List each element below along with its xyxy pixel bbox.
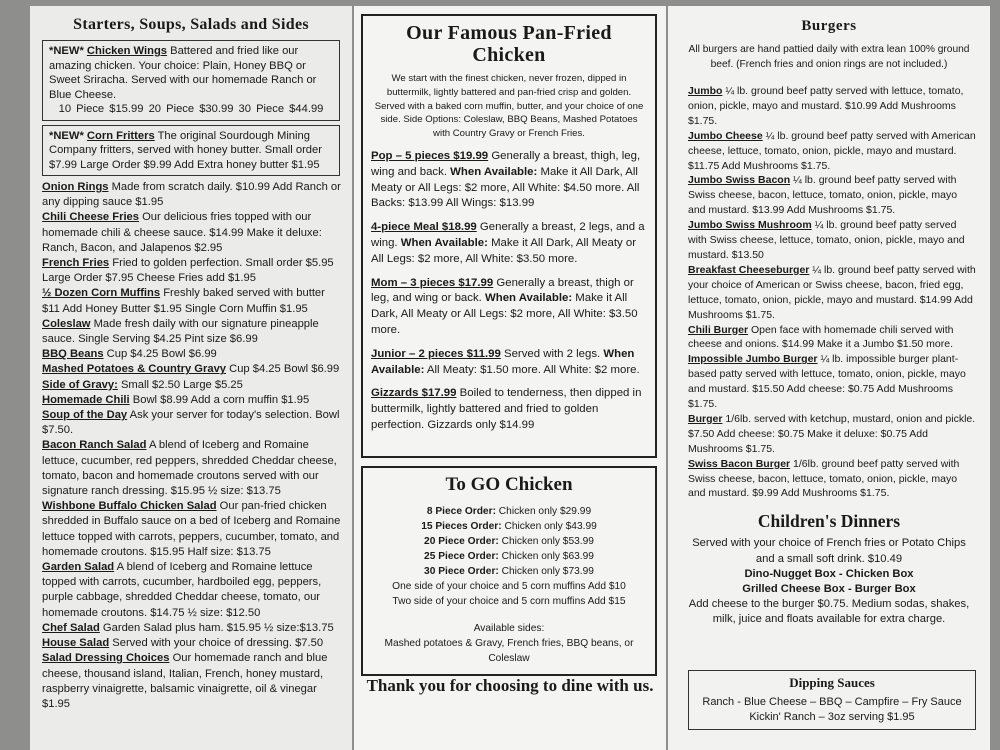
order-text: Chicken only $63.99 (498, 551, 594, 562)
item-desc: Served with 2 legs. (500, 347, 604, 360)
menu-item (688, 412, 976, 457)
item-name: Wishbone Buffalo Chicken Salad (42, 500, 217, 513)
menu-panel-burgers (668, 6, 990, 750)
item-desc: All Meaty: $1.50 more. All White: $2 more. (424, 363, 640, 376)
item-name: Jumbo (688, 85, 723, 97)
item-desc: Make it All Dark, All Meaty or All Legs: $2 more, All White: $3.50 more. (371, 292, 638, 336)
order-text: Chicken only $29.99 (495, 506, 592, 517)
order-label: 25 Piece Order: (424, 551, 499, 562)
section-title-children: Children's Dinners (757, 511, 901, 532)
order-text: Chicken only $73.99 (498, 566, 594, 577)
menu-item (688, 457, 976, 502)
menu-item (42, 347, 342, 362)
item-desc: A blend of Iceberg and Romaine lettuce topped with carrots, cucumber, hardboiled egg, peppers, purple cabbage, shredded Cheddar cheese, tomato, our homemade croutons. $14.75 ½ size: $12.50 (42, 561, 322, 619)
sauce-list: Ranch - Blue Cheese – BBQ – Campfire – Fry Sauce (702, 696, 962, 708)
item-name: Onion Rings (42, 181, 109, 193)
dipping-sauces-box (688, 670, 976, 730)
sauce-price: Kickin' Ranch – 3oz serving $1.95 (749, 711, 915, 723)
item-desc: ¼ lb. impossible burger plant-based patty served with lettuce, tomato, onion, pickle, mayo and mustard. $15.50 Add cheese: $0.75 Add Mushrooms $1.75. (688, 353, 966, 411)
item-desc: ¼ lb. ground beef patty served with Swiss cheese, lettuce, tomato, onion, pickle, mayo and mustard. $13.50 (688, 219, 965, 261)
item-name: House Salad (42, 637, 110, 650)
order-text: Chicken only $43.99 (501, 521, 597, 532)
item-name: Pop – 5 pieces $19.99 (371, 149, 489, 162)
menu-item (42, 499, 342, 560)
starters-list (30, 176, 352, 712)
menu-item (42, 560, 342, 621)
menu-item (688, 352, 976, 412)
item-desc: Bowl $8.99 Add a corn muffin $1.95 (129, 393, 310, 406)
togo-chicken-box (361, 466, 657, 676)
menu-item (42, 317, 342, 347)
item-name: Jumbo Swiss Mushroom (688, 219, 812, 232)
order-text: Chicken only $53.99 (498, 536, 594, 547)
item-name: Gizzards $17.99 (371, 387, 457, 400)
section-title-burgers: Burgers (801, 18, 857, 34)
item-desc: Generally a breast, 2 legs, and a wing. (371, 221, 645, 249)
item-name: Jumbo Swiss Bacon (688, 174, 791, 187)
item-name: Bacon Ranch Salad (42, 439, 147, 452)
item-desc: Made from scratch daily. $10.99 Add Ranch or any dipping sauce $1.95 (42, 181, 341, 209)
menu-item (371, 276, 647, 339)
togo-side-option: Two side of your choice and 5 corn muffins Add $15 (392, 596, 626, 607)
new-badge: *NEW* (49, 45, 84, 57)
menu-item (42, 210, 342, 256)
order-label: 20 Piece Order: (424, 536, 499, 547)
menu-item (42, 651, 342, 712)
item-name: 4-piece Meal $18.99 (371, 221, 477, 234)
kids-extras: Add cheese to the burger $0.75. Medium sodas, shakes, milk, juice and floats available for extra charge. (688, 598, 970, 626)
menu-item (688, 129, 976, 174)
section-title-togo: To GO Chicken (445, 474, 573, 495)
item-name: BBQ Beans (42, 348, 104, 361)
item-name: Homemade Chili (42, 393, 130, 406)
menu-item (42, 393, 342, 408)
chicken-wings-box (42, 40, 340, 121)
item-desc: Our delicious fries topped with our homemade chili & cheese sauce. $14.99 Make it deluxe: Ranch, Bacon, and Jalapenos $2.95 (42, 211, 322, 254)
togo-side-option: One side of your choice and 5 corn muffins Add $10 (392, 581, 626, 592)
chicken-intro: We start with the finest chicken, never frozen, dipped in buttermilk, lightly battered and pan-fried crisp and golden. Served with a baked corn muffin, butter, and your choice of one side. Side Options: Coleslaw, BBQ Beans, Mashed Potatoes with Country Gravy or French Fries. (374, 73, 644, 140)
sides-label: Available sides: (473, 623, 545, 634)
order-label: 8 Piece Order: (426, 506, 496, 517)
menu-item (42, 180, 342, 210)
kids-box-options: Grilled Cheese Box - Burger Box (742, 582, 916, 595)
kids-intro: Served with your choice of French fries or Potato Chips and a small soft drink. $10.49 (692, 537, 966, 565)
section-title-starters: Starters, Soups, Salads and Sides (73, 16, 309, 33)
item-desc: Make it All Dark, All Meaty or All Legs: $2 more, All White: $3.50 more. (371, 236, 637, 265)
menu-item (371, 386, 647, 433)
section-title-dipping: Dipping Sauces (789, 675, 875, 690)
item-name: ½ Dozen Corn Muffins (42, 287, 161, 300)
item-desc: Served with your choice of dressing. $7.50 (109, 637, 324, 650)
item-desc: ¼ lb. ground beef patty served with lettuce, tomato, onion, pickle, mayo and mustard. $10.99 Add Mushrooms $1.75. (688, 85, 964, 127)
menu-item (688, 323, 976, 353)
togo-order-row (371, 564, 647, 579)
item-desc: Freshly baked served with butter $11 Add Honey Butter $1.95 Single Corn Muffin $1.95 (42, 287, 325, 315)
menu-item (42, 621, 342, 636)
order-label: 15 Pieces Order: (421, 521, 502, 532)
item-name: French Fries (42, 257, 110, 270)
item-name: Chicken Wings (86, 45, 168, 57)
order-label: 30 Piece Order: (424, 566, 499, 577)
menu-item (42, 286, 342, 316)
available-sides (371, 621, 647, 666)
item-desc: Make it All Dark, All Meaty or All Legs: $2 more, All White: $4.50 more. All Backs: $13.99 All Wings: $13.99 (371, 165, 640, 210)
kids-box-options: Dino-Nugget Box - Chicken Box (744, 567, 914, 580)
menu-item (371, 149, 647, 212)
menu-item (371, 220, 647, 267)
burgers-list (668, 84, 990, 501)
item-desc: Ask your server for today's selection. Bowl $7.50. (42, 409, 340, 437)
item-name: Garden Salad (42, 561, 115, 574)
childrens-dinners (668, 536, 990, 627)
menu-item (42, 438, 342, 499)
item-name: Junior – 2 pieces $11.99 (371, 347, 501, 360)
menu-item (42, 636, 342, 651)
when-available-label: When Available: (400, 236, 488, 249)
menu-item (42, 408, 342, 438)
item-desc: Small $2.50 Large $5.25 (117, 378, 243, 391)
item-desc: 1/6lb. served with ketchup, mustard, onion and pickle. $7.50 Add cheese: $0.75 Make it deluxe: $0.75 Add Mushrooms $1.75. (688, 412, 976, 455)
item-desc: Our homemade ranch and blue cheese, thousand island, Italian, French, honey mustard, raspberry vinaigrette, balsamic vinaigrette, oil & vinegar $1.95 (42, 652, 328, 710)
item-desc: Fried to golden perfection. Small order $5.95 Large Order $7.95 Cheese Fries add $1.95 (42, 257, 334, 285)
item-desc: Battered and fried like our amazing chicken. Your choice: Plain, Honey BBQ or Sweet Sriracha. Served with our homemade Ranch or Blue Cheese. (49, 45, 317, 101)
item-name: Chili Burger (688, 323, 749, 336)
item-name: Impossible Jumbo Burger (688, 353, 818, 366)
menu-item (688, 263, 976, 323)
when-available-label: When Available: (371, 347, 635, 376)
item-name: Corn Fritters (86, 129, 155, 142)
togo-order-row (371, 519, 647, 534)
wings-prices: 10 Piece $15.99 20 Piece $30.99 30 Piece $44.99 (58, 103, 324, 115)
menu-item (688, 173, 976, 218)
item-name: Jumbo Cheese (688, 129, 763, 142)
item-desc: Garden Salad plus ham. $15.95 ½ size:$13.75 (99, 621, 334, 634)
item-desc: The original Sourdough Mining Company fritters, served with honey butter. Small order $7.99 Large Order $9.99 Add Extra honey butter $1.95 (49, 129, 322, 171)
menu-item (688, 218, 976, 263)
item-name: Side of Gravy: (42, 378, 118, 391)
item-name: Breakfast Cheeseburger (688, 263, 810, 276)
item-desc: Made fresh daily with our signature pineapple sauce. Single Serving $4.25 Pint size $6.99 (42, 317, 319, 346)
togo-order-row (371, 549, 647, 564)
burgers-intro: All burgers are hand pattied daily with extra lean 100% ground beef. (French fries and onion rings are not included.) (688, 44, 970, 70)
sides-list: Mashed potatoes & Gravy, French fries, BBQ beans, or Coleslaw (384, 638, 634, 664)
menu-item (42, 362, 342, 392)
item-name: Chef Salad (42, 621, 100, 634)
item-desc: ¼ lb. ground beef patty served with your choice of American or Swiss cheese, bacon, fried egg, lettuce, tomato, onion, pickle, mayo and mustard. $14.99 Add Mushrooms $1.75. (688, 263, 976, 321)
menu-item (371, 347, 647, 379)
togo-orders (371, 504, 647, 609)
item-desc: Generally a breast, thigh, leg, wing and back. (371, 149, 641, 178)
item-name: Coleslaw (42, 317, 91, 330)
menu-item (688, 84, 976, 129)
item-name: Chili Cheese Fries (42, 211, 139, 224)
item-name: Burger (688, 412, 723, 425)
item-name: Swiss Bacon Burger (688, 457, 791, 470)
when-available-label: When Available: (484, 292, 573, 305)
pan-fried-chicken-box (361, 14, 657, 458)
menu-item (42, 256, 342, 286)
when-available-label: When Available: (450, 165, 538, 178)
menu-panel-chicken (354, 6, 666, 750)
togo-order-row (371, 534, 647, 549)
item-desc: 1/6lb. ground beef patty served with Swiss cheese, bacon, lettuce, tomato, onion, pickle, mayo and mustard. $9.99 Add Mushrooms $1.75. (688, 457, 960, 500)
menu-panel-starters (30, 6, 352, 750)
item-desc: Cup $4.25 Bowl $6.99 (226, 363, 340, 376)
item-desc: Our pan-fried chicken shredded in Buffalo sauce on a bed of Iceberg and Romaine lettuce topped with carrots, peppers, cucumber, tomato, and homemade croutons. $15.95 Half size: $13.75 (42, 500, 341, 558)
item-desc: A blend of Iceberg and Romaine lettuce, cucumber, red peppers, shredded Cheddar cheese, tomato, bacon and homemade croutons served with our signature ranch dressing. $15.95 ½ size: $13.75 (42, 439, 337, 498)
item-desc: ¼ lb. ground beef patty served with Swiss cheese, bacon, lettuce, tomato, onion, pickle, mayo and mustard. $13.99 Add Mushrooms $1.75. (688, 174, 958, 217)
thank-you-message: Thank you for choosing to dine with us. (366, 676, 654, 695)
item-name: Mom – 3 pieces $17.99 (371, 276, 494, 289)
section-title-chicken: Our Famous Pan-Fried Chicken (406, 22, 612, 66)
corn-fritters-box (42, 125, 340, 177)
item-desc: Generally a breast, thigh or leg, and wing or back. (371, 276, 634, 305)
new-badge: *NEW* (49, 129, 84, 142)
item-name: Soup of the Day (42, 409, 128, 422)
item-desc: ¼ lb. ground beef patty served with American cheese, lettuce, tomato, onion, pickle, mayo and mustard. $11.75 Add Mushrooms $1.75. (688, 129, 976, 172)
item-desc: Open face with homemade chili served with cheese and onions. $14.99 Make it a Jumbo $1.50 more. (688, 323, 954, 351)
item-desc: Cup $4.25 Bowl $6.99 (103, 348, 217, 361)
item-name: Salad Dressing Choices (42, 652, 170, 665)
togo-order-row (371, 504, 647, 519)
item-name: Mashed Potatoes & Country Gravy (42, 363, 227, 376)
item-desc: Boiled to tenderness, then dipped in buttermilk, lightly battered and fried to golden perfection. Gizzards only $14.99 (371, 387, 642, 431)
